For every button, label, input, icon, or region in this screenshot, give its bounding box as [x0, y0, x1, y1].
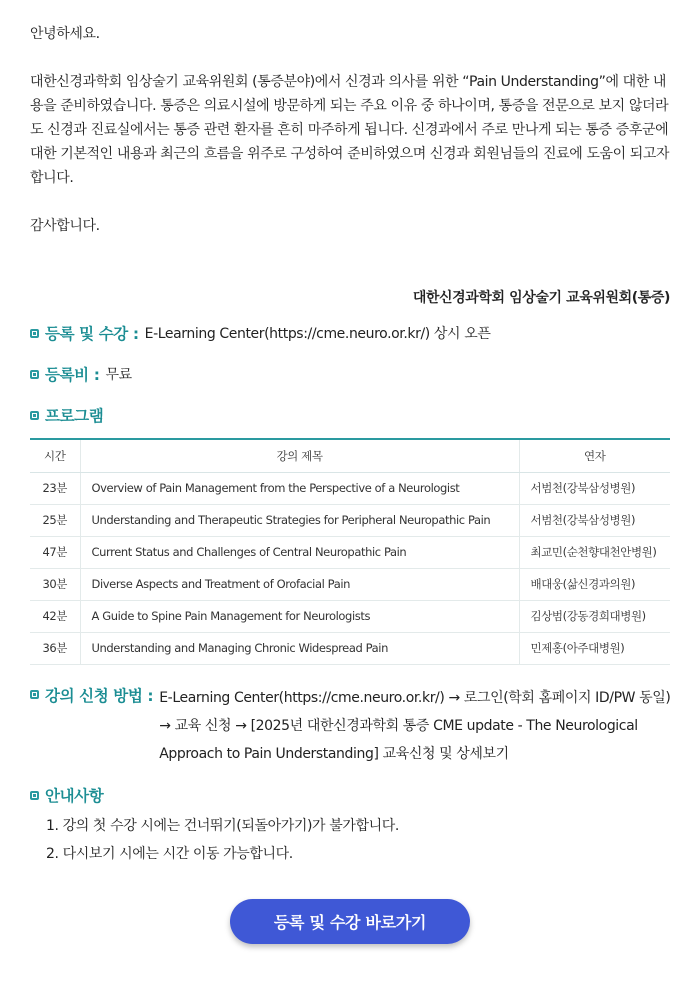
fee-section: [30, 364, 670, 386]
registration-title: 등록 및 수강 :: [45, 325, 139, 343]
header-lecturer: 연자: [519, 439, 670, 472]
square-bullet-icon: [30, 690, 39, 699]
row-title: Overview of Pain Management from the Perspective of a Neurologist: [80, 472, 519, 504]
row-time: 47분: [30, 536, 80, 568]
row-lecturer: 최교민(순천향대천안병원): [519, 536, 670, 568]
signature-text: 대한신경과학회 임상술기 교육위원회(통증): [412, 290, 670, 306]
registration-section: [30, 323, 670, 345]
header-time: 시간: [30, 439, 80, 472]
square-bullet-icon: [30, 329, 39, 338]
program-section: [30, 405, 670, 427]
notice-item: 2. 다시보기 시에는 시간 이동 가능합니다.: [46, 846, 293, 862]
square-bullet-icon: [30, 411, 39, 420]
intro-letter: [30, 22, 670, 310]
row-title: Understanding and Managing Chronic Widespread Pain: [80, 632, 519, 664]
intro-body-text: 대한신경과학회 임상술기 교육위원회 (통증분야)에서 신경과 의사를 위한 “Pain Understanding”에 대한 내용을 준비하였습니다. 통증은 의료시설에 방문하게 되는 주요 이유 중 하나이며, 통증을 전문으로 보지 않더라도 신경과 진료실에서는 통증 관련 환자를 흔히 마주하게 됩니다. 신경과에서 주로 만나게 되는 통증 증후군에 대한 기본적인 내용과 최근의 흐름을 위주로 구성하여 준비하였으며 신경과 회원님들의 진료에 도움이 되고자 합니다.: [30, 74, 670, 186]
apply-line: → 교육 신청 → [2025년 대한신경과학회 통증 CME update - The Neurological: [159, 718, 638, 734]
table-header-row: [30, 439, 670, 472]
registration-value[interactable]: E-Learning Center(https://cme.neuro.or.kr/) 상시 오픈: [144, 326, 491, 342]
square-bullet-icon: [30, 791, 39, 800]
program-title: 프로그램: [45, 407, 104, 425]
table-row: [30, 536, 670, 568]
notice-section: [30, 785, 670, 807]
row-title: Diverse Aspects and Treatment of Orofacial Pain: [80, 568, 519, 600]
greeting-text: 안녕하세요.: [30, 26, 100, 42]
row-time: 42분: [30, 600, 80, 632]
row-lecturer: 민제홍(아주대병원): [519, 632, 670, 664]
apply-section: [30, 684, 680, 768]
apply-line: Approach to Pain Understanding] 교육신청 및 상세보기: [159, 746, 509, 762]
row-time: 23분: [30, 472, 80, 504]
square-bullet-icon: [30, 370, 39, 379]
notice-list: [46, 812, 399, 868]
table-row: [30, 568, 670, 600]
row-time: 25분: [30, 504, 80, 536]
program-table: [30, 438, 670, 665]
header-title: 강의 제목: [80, 439, 519, 472]
register-button[interactable]: 등록 및 수강 바로가기: [230, 899, 470, 944]
table-row: [30, 600, 670, 632]
fee-title: 등록비 :: [45, 366, 100, 384]
thanks-text: 감사합니다.: [30, 218, 100, 234]
notice-title: 안내사항: [45, 787, 104, 805]
row-lecturer: 김상범(강동경희대병원): [519, 600, 670, 632]
notice-item: 1. 강의 첫 수강 시에는 건너뛰기(되돌아가기)가 불가합니다.: [46, 818, 399, 834]
row-title: Understanding and Therapeutic Strategies for Peripheral Neuropathic Pain: [80, 504, 519, 536]
row-title: Current Status and Challenges of Central Neuropathic Pain: [80, 536, 519, 568]
row-lecturer: 배대웅(삶신경과의원): [519, 568, 670, 600]
row-lecturer: 서범천(강북삼성병원): [519, 472, 670, 504]
apply-line: E-Learning Center(https://cme.neuro.or.kr/) → 로그인(학회 홈페이지 ID/PW 동일): [159, 690, 671, 706]
table-row: [30, 504, 670, 536]
table-row: [30, 632, 670, 664]
apply-instructions: [159, 684, 670, 768]
row-time: 30분: [30, 568, 80, 600]
table-row: [30, 472, 670, 504]
fee-value: 무료: [105, 367, 132, 383]
row-time: 36분: [30, 632, 80, 664]
apply-title: 강의 신청 방법 :: [45, 687, 154, 705]
row-title: A Guide to Spine Pain Management for Neurologists: [80, 600, 519, 632]
row-lecturer: 서범천(강북삼성병원): [519, 504, 670, 536]
